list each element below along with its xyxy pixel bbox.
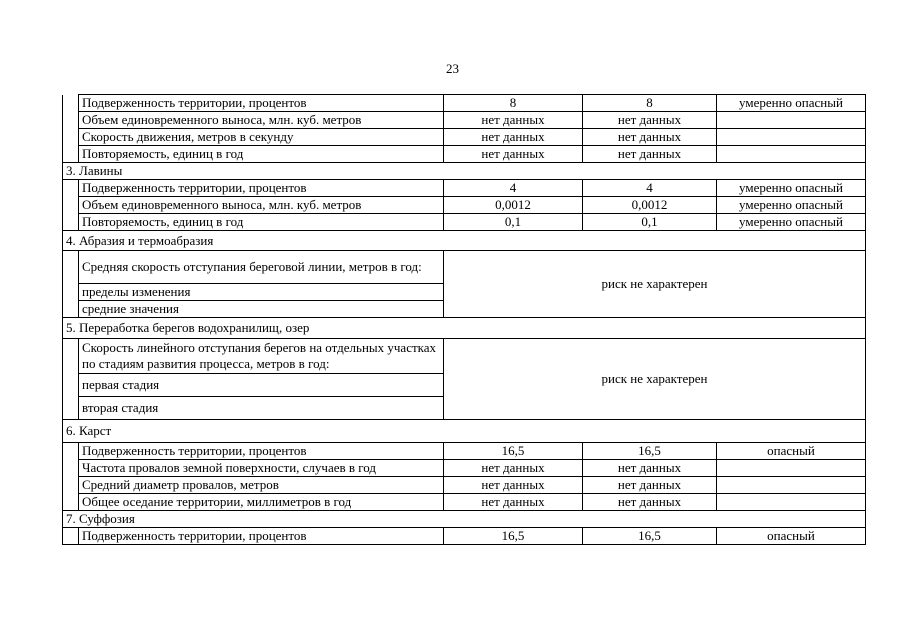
indicator-name: Подверженность территории, процентов	[79, 180, 444, 197]
indent-cell	[63, 146, 79, 163]
value-cell: 8	[444, 95, 583, 112]
value-cell: 16,5	[444, 528, 583, 545]
table-row	[63, 197, 866, 214]
indicator-name: Частота провалов земной поверхности, случаев в год	[79, 460, 444, 477]
indicator-name: Скорость линейного отступания берегов на отдельных участках по стадиям развития процесса, метров в год:	[79, 339, 444, 374]
value-cell: нет данных	[583, 494, 717, 511]
table-row	[63, 528, 866, 545]
section-title: 3. Лавины	[63, 163, 866, 180]
indicator-name: Объем единовременного выноса, млн. куб. метров	[79, 197, 444, 214]
value-cell: 4	[444, 180, 583, 197]
risk-level-cell: умеренно опасный	[717, 214, 866, 231]
table-row	[63, 180, 866, 197]
value-cell: 4	[583, 180, 717, 197]
risk-level-cell	[717, 460, 866, 477]
indent-cell	[63, 129, 79, 146]
table-row	[63, 129, 866, 146]
value-cell: 0,1	[444, 214, 583, 231]
indicator-subitem: пределы изменения	[79, 284, 444, 301]
indent-cell	[63, 477, 79, 494]
value-cell: нет данных	[583, 146, 717, 163]
indent-cell	[63, 197, 79, 214]
value-cell: нет данных	[583, 460, 717, 477]
risk-note: риск не характерен	[444, 251, 866, 318]
value-cell: 0,1	[583, 214, 717, 231]
indicator-name: Скорость движения, метров в секунду	[79, 129, 444, 146]
indicator-subitem: вторая стадия	[79, 397, 444, 420]
risk-level-cell: опасный	[717, 443, 866, 460]
indicator-name: Повторяемость, единиц в год	[79, 214, 444, 231]
indent-cell	[63, 460, 79, 477]
section-header-row	[63, 231, 866, 251]
value-cell: 8	[583, 95, 717, 112]
section-header-row	[63, 163, 866, 180]
value-cell: 16,5	[583, 528, 717, 545]
indicator-subitem: средние значения	[79, 301, 444, 318]
table-row	[63, 251, 866, 284]
indent-cell	[63, 494, 79, 511]
indicator-name: Подверженность территории, процентов	[79, 443, 444, 460]
page-number: 23	[446, 61, 459, 76]
table-row	[63, 214, 866, 231]
section-title: 4. Абразия и термоабразия	[63, 231, 866, 251]
value-cell: нет данных	[444, 477, 583, 494]
indicator-subitem: первая стадия	[79, 374, 444, 397]
table-row	[63, 146, 866, 163]
risk-note: риск не характерен	[444, 339, 866, 420]
indicator-name: Общее оседание территории, миллиметров в год	[79, 494, 444, 511]
indent-cell	[63, 112, 79, 129]
section-title: 5. Переработка берегов водохранилищ, озер	[63, 318, 866, 339]
value-cell: нет данных	[444, 129, 583, 146]
indicator-name: Объем единовременного выноса, млн. куб. метров	[79, 112, 444, 129]
value-cell: нет данных	[583, 477, 717, 494]
indicator-name: Подверженность территории, процентов	[79, 95, 444, 112]
value-cell: нет данных	[444, 112, 583, 129]
indicator-name: Средний диаметр провалов, метров	[79, 477, 444, 494]
indent-cell	[63, 251, 79, 318]
section-title: 6. Карст	[63, 420, 866, 443]
value-cell: 0,0012	[444, 197, 583, 214]
table-row	[63, 477, 866, 494]
indent-cell	[63, 95, 79, 112]
risk-level-cell: умеренно опасный	[717, 197, 866, 214]
risk-level-cell	[717, 477, 866, 494]
section-header-row	[63, 318, 866, 339]
indicator-name: Средняя скорость отступания береговой линии, метров в год:	[79, 251, 444, 284]
indent-cell	[63, 214, 79, 231]
value-cell: 16,5	[583, 443, 717, 460]
indicator-name: Подверженность территории, процентов	[79, 528, 444, 545]
section-title: 7. Суффозия	[63, 511, 866, 528]
risk-level-cell	[717, 494, 866, 511]
table-row	[63, 112, 866, 129]
table-row	[63, 339, 866, 374]
indent-cell	[63, 528, 79, 545]
value-cell: 0,0012	[583, 197, 717, 214]
risk-level-cell: опасный	[717, 528, 866, 545]
section-header-row	[63, 511, 866, 528]
table-row	[63, 95, 866, 112]
risk-level-cell	[717, 146, 866, 163]
section-header-row	[63, 420, 866, 443]
value-cell: нет данных	[583, 129, 717, 146]
indent-cell	[63, 180, 79, 197]
risk-level-cell: умеренно опасный	[717, 95, 866, 112]
indicator-name: Повторяемость, единиц в год	[79, 146, 444, 163]
value-cell: нет данных	[444, 146, 583, 163]
value-cell: нет данных	[444, 460, 583, 477]
hazard-assessment-table	[62, 94, 866, 545]
value-cell: 16,5	[444, 443, 583, 460]
indent-cell	[63, 443, 79, 460]
table-row	[63, 443, 866, 460]
risk-level-cell	[717, 112, 866, 129]
table-row	[63, 460, 866, 477]
indent-cell	[63, 339, 79, 420]
value-cell: нет данных	[444, 494, 583, 511]
risk-level-cell: умеренно опасный	[717, 180, 866, 197]
table-row	[63, 494, 866, 511]
risk-level-cell	[717, 129, 866, 146]
value-cell: нет данных	[583, 112, 717, 129]
